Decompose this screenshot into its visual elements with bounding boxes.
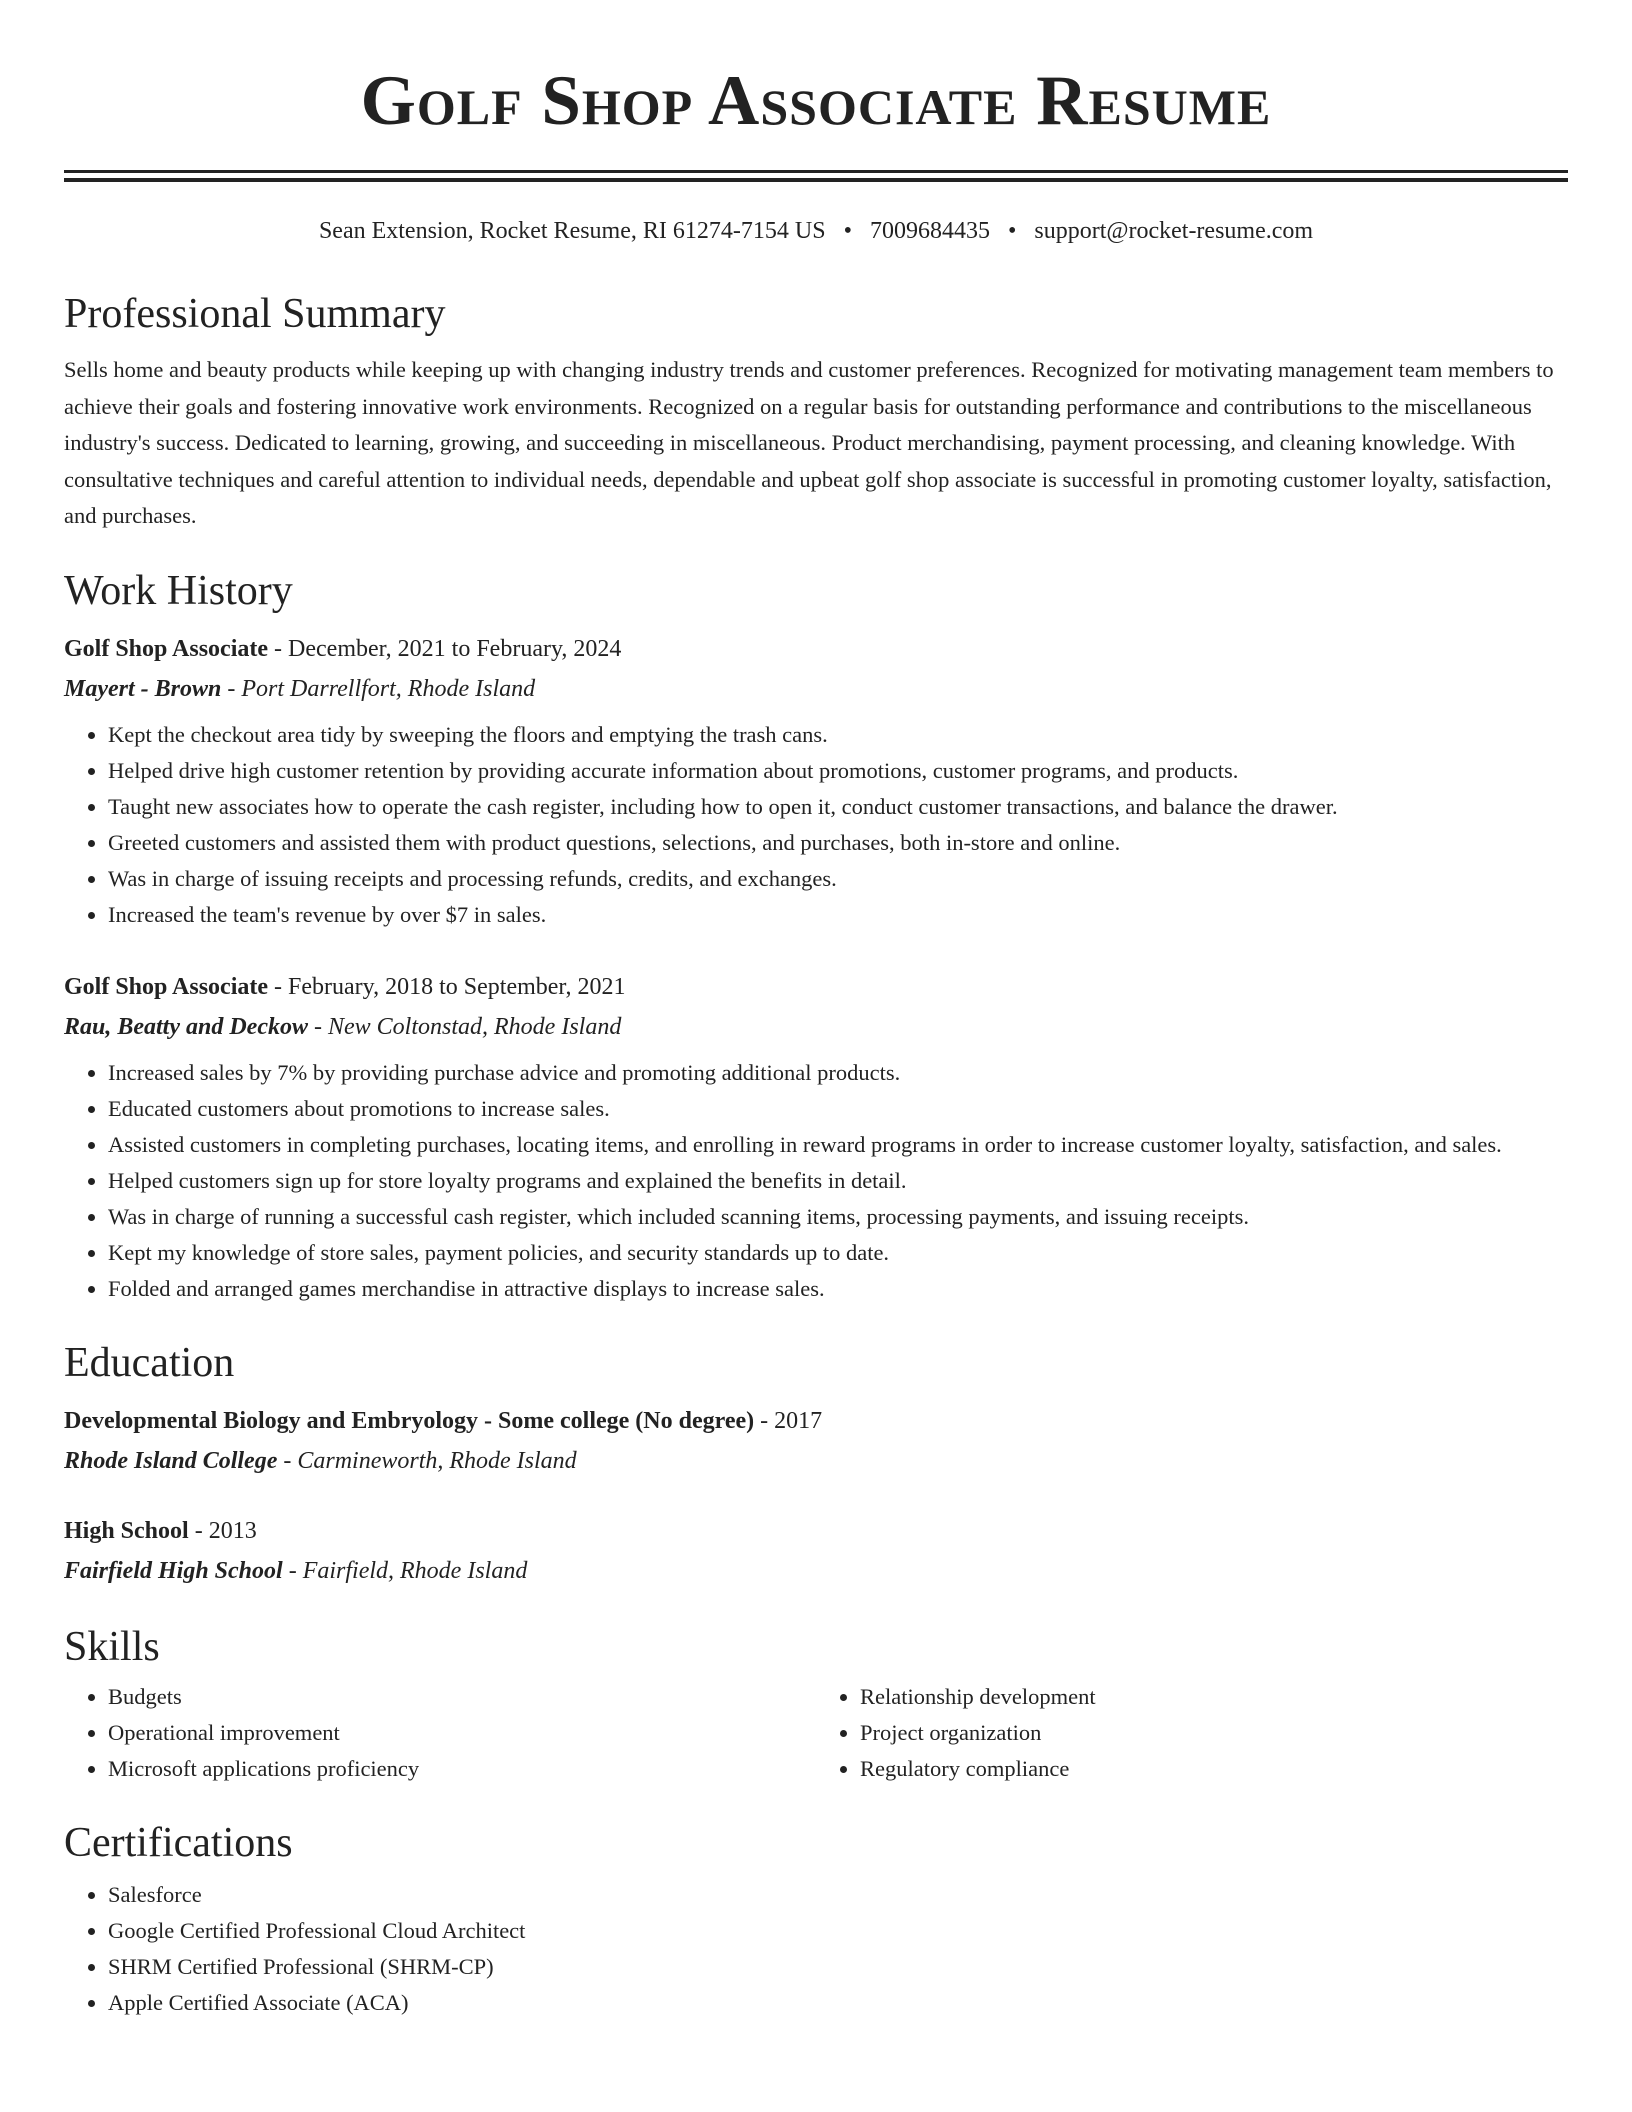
list-item: • Increased the team's revenue by over $7 in sales.: [108, 897, 1568, 933]
list-item: • Operational improvement: [108, 1715, 816, 1751]
list-item: • Helped customers sign up for store loyalty programs and explained the benefits in detail.: [108, 1163, 1568, 1199]
skills-column-left: [64, 1679, 816, 1787]
certifications-heading: Certifications: [64, 1819, 293, 1866]
skills-list: [64, 1679, 1568, 1787]
job-title-line: [64, 967, 1568, 1007]
contact-email: support@rocket-resume.com: [1034, 218, 1314, 244]
employer-line: [64, 1007, 1568, 1047]
graduation-year: - 2013: [188, 1517, 257, 1544]
job-title: Golf Shop Associate: [64, 973, 269, 1000]
contact-line: [64, 214, 1568, 248]
list-item: • Microsoft applications proficiency: [108, 1751, 816, 1787]
list-item: • Budgets: [108, 1679, 816, 1715]
job-entry: [64, 629, 1568, 933]
certifications-list: [64, 1877, 1568, 2021]
job-bullets: [64, 1055, 1568, 1307]
school-name: Rhode Island College: [64, 1447, 278, 1474]
school-line: [64, 1551, 1568, 1591]
list-item: • Project organization: [860, 1715, 1568, 1751]
list-item: • Taught new associates how to operate the cash register, including how to open it, conduct customer transactions, and balance the drawer.: [108, 789, 1568, 825]
work-history-heading: Work History: [64, 567, 293, 614]
school-location: - Fairfield, Rhode Island: [282, 1557, 528, 1584]
list-item: • Relationship development: [860, 1679, 1568, 1715]
employer-location: - New Coltonstad, Rhode Island: [308, 1013, 622, 1040]
job-title-line: [64, 629, 1568, 669]
list-item: • Kept the checkout area tidy by sweeping the floors and emptying the trash cans.: [108, 717, 1568, 753]
school-name: Fairfield High School: [64, 1557, 283, 1584]
school-location: - Carmineworth, Rhode Island: [277, 1447, 577, 1474]
list-item: • Salesforce: [108, 1877, 1568, 1913]
skills-heading: Skills: [64, 1623, 160, 1670]
education-heading: Education: [64, 1339, 235, 1386]
list-item: • Was in charge of running a successful cash register, which included scanning items, processing payments, and issuing receipts.: [108, 1199, 1568, 1235]
degree: Developmental Biology and Embryology - Some college (No degree): [64, 1407, 755, 1434]
graduation-year: - 2017: [754, 1407, 823, 1434]
job-dates: - February, 2018 to September, 2021: [268, 973, 626, 1000]
summary-heading: Professional Summary: [64, 291, 446, 337]
degree-line: [64, 1401, 1568, 1441]
list-item: • Educated customers about promotions to increase sales.: [108, 1091, 1568, 1127]
list-item: • Was in charge of issuing receipts and processing refunds, credits, and exchanges.: [108, 861, 1568, 897]
list-item: • Assisted customers in completing purchases, locating items, and enrolling in reward programs in order to increase customer loyalty, satisfaction, and sales.: [108, 1127, 1568, 1163]
employer-location: - Port Darrellfort, Rhode Island: [221, 675, 536, 702]
job-title: Golf Shop Associate: [64, 635, 269, 662]
contact-separator: •: [843, 218, 852, 244]
contact-separator: •: [1007, 218, 1017, 244]
employer-name: Mayert - Brown: [64, 675, 222, 702]
list-item: • Helped drive high customer retention by providing accurate information about promotions, customer programs, and products.: [108, 753, 1568, 789]
list-item: • Regulatory compliance: [860, 1751, 1568, 1787]
degree: High School: [64, 1517, 189, 1544]
list-item: • Kept my knowledge of store sales, payment policies, and security standards up to date.: [108, 1235, 1568, 1271]
list-item: • Apple Certified Associate (ACA): [108, 1985, 1568, 2021]
list-item: • Folded and arranged games merchandise in attractive displays to increase sales.: [108, 1271, 1568, 1307]
summary-text: Sells home and beauty products while keeping up with changing industry trends and customer preferences. Recognized for motivating management team members to achieve their goals and fostering innovative work environments. Recognized on a regular basis for outstanding performance and contributions to the miscellaneous industry's success. Dedicated to learning, growing, and succeeding in miscellaneous. Product merchandising, payment processing, and cleaning knowledge. With consultative techniques and careful attention to individual needs, dependable and upbeat golf shop associate is successful in promoting customer loyalty, satisfaction, and purchases.: [64, 357, 1554, 528]
employer-name: Rau, Beatty and Deckow: [64, 1013, 308, 1040]
list-item: • Google Certified Professional Cloud Architect: [108, 1913, 1568, 1949]
job-bullets: [64, 717, 1568, 933]
education-entry: [64, 1511, 1568, 1591]
list-item: • SHRM Certified Professional (SHRM-CP): [108, 1949, 1568, 1985]
title-divider: [64, 170, 1568, 182]
job-dates: - December, 2021 to February, 2024: [268, 635, 622, 662]
job-entry: [64, 967, 1568, 1307]
contact-address: Sean Extension, Rocket Resume, RI 61274-7154 US: [318, 218, 826, 244]
list-item: • Greeted customers and assisted them with product questions, selections, and purchases, both in-store and online.: [108, 825, 1568, 861]
list-item: • Increased sales by 7% by providing purchase advice and promoting additional products.: [108, 1055, 1568, 1091]
education-entry: [64, 1401, 1568, 1481]
employer-line: [64, 669, 1568, 709]
page-title: Golf Shop Associate Resume: [360, 62, 1272, 140]
contact-phone: 7009684435: [869, 218, 990, 244]
school-line: [64, 1441, 1568, 1481]
degree-line: [64, 1511, 1568, 1551]
skills-column-right: [816, 1679, 1568, 1787]
